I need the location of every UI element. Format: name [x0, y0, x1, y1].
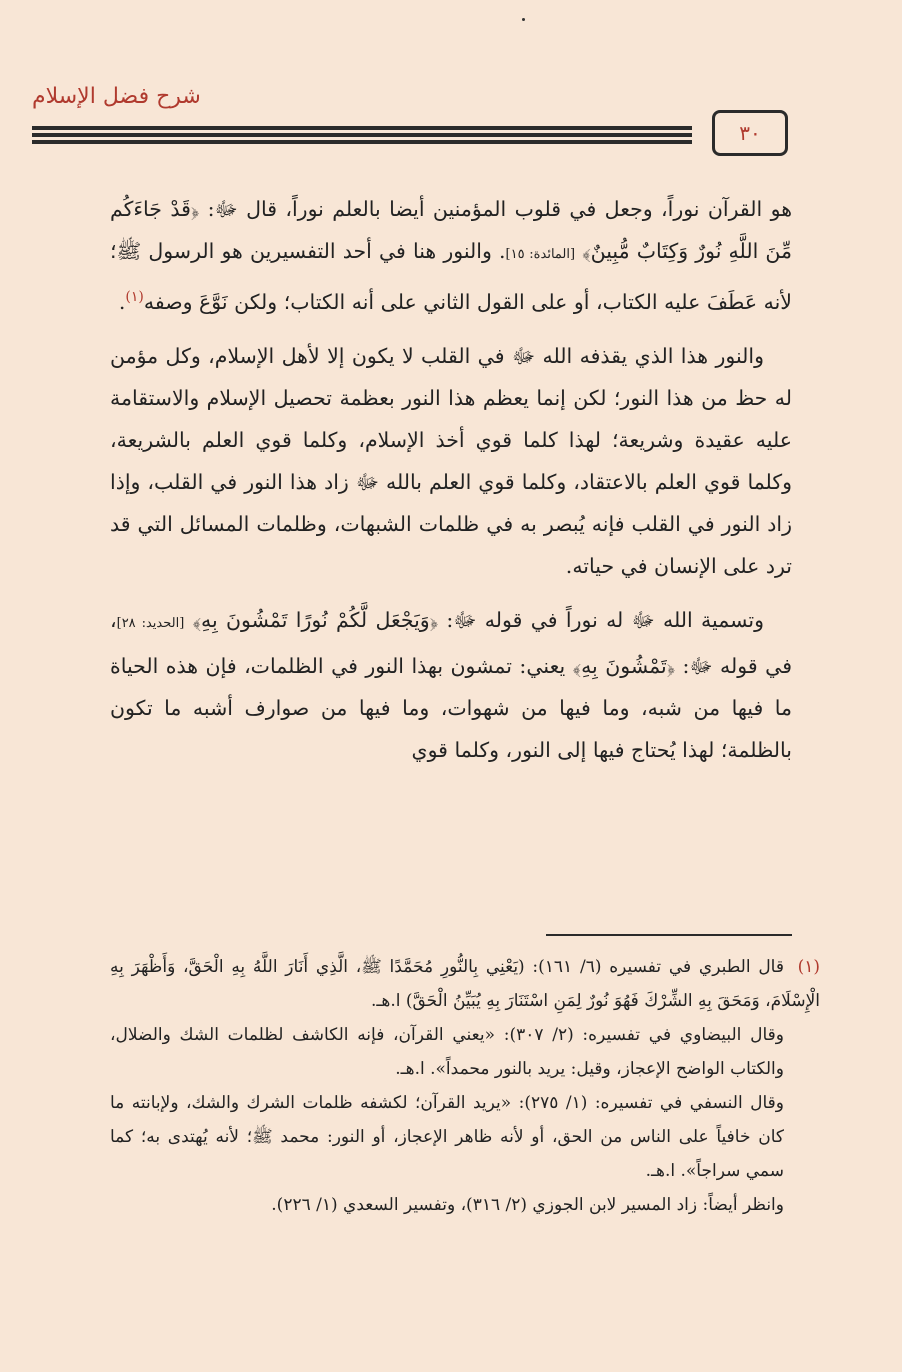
scan-speck [522, 18, 525, 21]
footnote-text: قال الطبري في تفسيره (٦/ ١٦١): (يَعْنِي بِالنُّورِ مُحَمَّدًا ﷺ، الَّذِي أَنَارَ اللَّهُ بِهِ الْحَقَّ، وَأَظْهَرَ بِهِ الْإِسْلَامَ، وَمَحَقَ بِهِ الشِّرْكَ فَهُوَ نُورٌ لِمَنِ اسْتَنَارَ بِهِ يُبَيِّنُ الْحَقَّ) ا.هـ. [110, 957, 820, 1011]
text: ، في قوله ﷻ: [110, 607, 792, 678]
paragraph-3 [110, 599, 792, 771]
verse-reference: [الحديد: ٢٨] [116, 615, 185, 631]
footnote-marker[interactable]: (١) [125, 289, 144, 305]
footnote-1-baydawi: وقال البيضاوي في تفسيره: (٢/ ٣٠٧): «يعني القرآن، فإنه الكاشف لظلمات الشك والضلال، والكتاب الواضح الإعجاز، وقيل: يريد بالنور محمداً». ا.هـ. [110, 1025, 784, 1079]
paragraph-2: والنور هذا الذي يقذفه الله ﷻ في القلب لا يكون إلا لأهل الإسلام، وكل مؤمن له حظ من هذا النور؛ لكن إنما يعظم هذا النور بعظمة تحصيل الإسلام والاستقامة عليه عقيدة وشريعة؛ لهذا كلما قوي أخذ الإسلام، وكلما قوي العلم بالشريعة، وكلما قوي العلم بالاعتقاد، وكلما قوي العلم بالله ﷻ زاد هذا النور في القلب، وإذا زاد النور في القلب فإنه يُبصر به في ظلمات الشبهات، وظلمات المسائل التي قد ترد على الإنسان في حياته. [110, 343, 792, 578]
footnotes [110, 950, 820, 1222]
quran-verse: ﴿قَدْ جَاءَكُم مِّنَ اللَّهِ نُورٌ وَكِتَابٌ مُّبِينٌ﴾ [110, 197, 792, 263]
verse-reference: [المائدة: ١٥] [505, 247, 576, 262]
footnote-number: (١) [797, 957, 820, 977]
main-text [110, 188, 792, 771]
text: هو القرآن نوراً، وجعل في قلوب المؤمنين أيضا بالعلم نوراً، قال ﷻ: [199, 197, 793, 221]
quran-verse: ﴿تَمْشُونَ بِهِ﴾ [572, 653, 676, 678]
quran-verse: ﴿وَيَجْعَل لَّكُمْ نُورًا تَمْشُونَ بِهِ﴾ [192, 607, 439, 632]
text: . والنور هنا في أحد التفسيرين هو الرسول ﷺ؛ لأنه عَطَفَ عليه الكتاب، أو على القول الثاني على أنه الكتاب؛ ولكن نَوَّعَ وصفه [110, 239, 792, 314]
text: . [118, 289, 126, 314]
footnote-1-see-also: وانظر أيضاً: زاد المسير لابن الجوزي (٢/ ٣١٦)، وتفسير السعدي (١/ ٢٢٦). [271, 1195, 784, 1215]
text: يعني: تمشون بهذا النور في الظلمات، فإن هذه الحياة ما فيها من شبه، وما فيها من شهوات، وما فيها من صوارف أشبه ما تكون بالظلمة؛ لهذا يُحتاج فيها إلى النور، وكلما قوي [110, 653, 792, 762]
running-title: شرح فضل الإسلام [32, 84, 201, 109]
footnote-separator [546, 934, 792, 936]
footnote-1 [110, 950, 820, 1018]
paragraph-1 [110, 188, 792, 323]
text: وتسمية الله ﷻ له نوراً في قوله ﷻ: [438, 607, 764, 632]
header-rules [32, 126, 692, 148]
page-number: ٣٠ [712, 110, 788, 156]
footnote-1-nasafi: وقال النسفي في تفسيره: (١/ ٢٧٥): «يريد القرآن؛ لكشفه ظلمات الشرك والشك، ولإبانته ما كان خافياً على الناس من الحق، أو لأنه ظاهر الإعجاز، أو النور: محمد ﷺ؛ لأنه يُهتدى به؛ كما سمي سراجاً». ا.هـ. [110, 1093, 784, 1181]
